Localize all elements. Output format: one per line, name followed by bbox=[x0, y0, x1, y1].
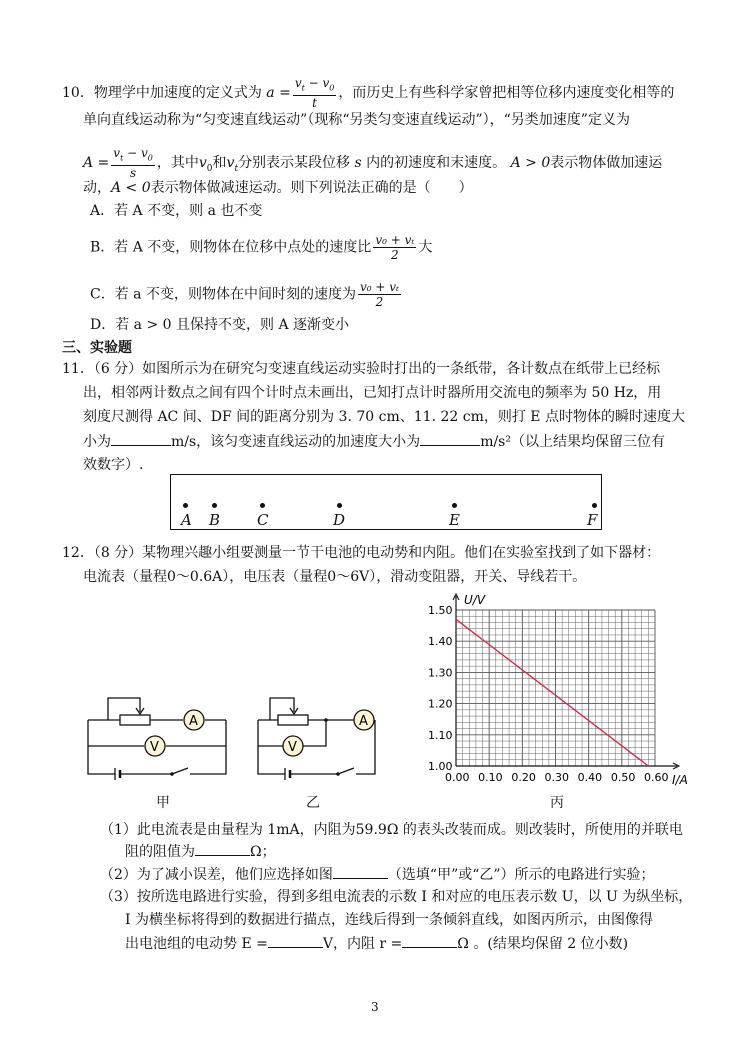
A-num-sub2: 0 bbox=[147, 153, 153, 163]
a-def-lhs: a = bbox=[266, 85, 291, 102]
A-lt-0: A < 0 bbox=[111, 180, 151, 196]
q12-sub3-answers bbox=[125, 933, 628, 954]
circuit-a-caption: 甲 bbox=[156, 795, 170, 811]
sub2-b: （选填“甲”或“乙”）所示的电路进行实验； bbox=[387, 867, 655, 883]
optB-text: B．若 A 不变，则物体在位移中点处的速度比 bbox=[90, 239, 372, 256]
q11-l4c: m/s²（以上结果均保留三位有 bbox=[480, 434, 665, 450]
x-tick-label: 0.50 bbox=[610, 771, 636, 784]
optB-den: 2 bbox=[391, 248, 399, 262]
q10-line2: 单向直线运动称为“匀变速直线运动”（现称“另类匀变速直线运动”），“另类加速度”定义为 bbox=[83, 112, 630, 128]
q10-l3d: 内的初速度和末速度。 bbox=[366, 155, 507, 172]
q10-option-b bbox=[90, 233, 432, 262]
A-num-sub: t bbox=[120, 153, 124, 163]
q12-line2: 电流表（量程0～0.6A），电压表（量程0～6V），滑动变阻器，开关、导线若干。 bbox=[83, 569, 587, 585]
q10-l3c: 分别表示某段位移 bbox=[238, 155, 351, 172]
A-def-lhs: A = bbox=[83, 155, 110, 172]
q10-number: 10． bbox=[62, 85, 94, 102]
A-num-mid: − v bbox=[123, 146, 148, 160]
sub3-c: 出电池组的电动势 E = bbox=[125, 936, 268, 952]
section-heading: 三、实验题 bbox=[62, 340, 132, 356]
q10-text-b: ，而历史上有些科学家曾把相等位移内速度变化相等的 bbox=[338, 85, 675, 102]
optC-num: v₀ + vₜ bbox=[359, 280, 399, 294]
answer-blank-internal-resistance[interactable] bbox=[402, 933, 457, 948]
x-tick-label: 0.10 bbox=[478, 771, 503, 784]
ammeter-b-label: A bbox=[359, 714, 368, 729]
voltmeter-a-label: V bbox=[150, 740, 159, 755]
optB-fraction bbox=[373, 233, 416, 262]
sub1-c: Ω； bbox=[250, 844, 276, 860]
sub2-a: （2）为了减小误差，他们应选择如图 bbox=[100, 867, 333, 883]
tape-dot-b bbox=[212, 503, 217, 508]
q10-line1 bbox=[62, 76, 674, 110]
A-gt-0: A > 0 bbox=[510, 155, 551, 172]
tape-label-b: B bbox=[209, 511, 221, 529]
tape-dot-c bbox=[260, 503, 265, 508]
q11-line3: 刻度尺测得 AC 间、DF 间的距离分别为 3. 70 cm、11. 22 cm，则打 E 点时物体的瞬时速度大 bbox=[83, 409, 685, 425]
tape-label-d: D bbox=[333, 511, 346, 529]
tape-dot-e bbox=[452, 503, 457, 508]
q12-sub1-cont bbox=[125, 841, 276, 862]
q10-l3b: 和 bbox=[212, 155, 227, 172]
tape-label-a: A bbox=[181, 511, 192, 529]
circuit-b-caption: 乙 bbox=[306, 795, 320, 811]
q12-line1: 12．（8 分）某物理兴趣小组要测量一节干电池的电动势和内阻。他们在实验室找到了如下器材： bbox=[62, 545, 661, 561]
sub3-d: V，内阻 r = bbox=[322, 936, 403, 952]
q10-l4c: 表示物体做减速运动。则下列说法正确的是（ ） bbox=[150, 180, 473, 196]
optB-num: v₀ + vₜ bbox=[375, 233, 415, 247]
circuit-diagram-b bbox=[250, 690, 380, 790]
y-tick-label: 1.40 bbox=[428, 635, 453, 649]
a-den: t bbox=[312, 96, 317, 111]
s-var: s bbox=[354, 155, 362, 172]
q11-line4 bbox=[83, 431, 665, 452]
a-num-sub: t bbox=[301, 83, 305, 93]
tape-label-f: F bbox=[587, 511, 598, 529]
tape-dot-f bbox=[592, 503, 597, 508]
a-def-fraction bbox=[293, 76, 337, 110]
q10-l3f: 表示物体做加速运 bbox=[550, 155, 663, 172]
tape-dot-a bbox=[183, 503, 188, 508]
q11-l4b: m/s，该匀变速直线运动的加速度大小为 bbox=[171, 434, 421, 450]
A-def-fraction bbox=[111, 146, 155, 180]
y-tick-label: 1.50 bbox=[428, 604, 453, 617]
tape-label-c: C bbox=[257, 511, 269, 529]
tape-label-e: E bbox=[449, 511, 460, 529]
paper-tape bbox=[170, 474, 602, 530]
q11-l4a: 小为 bbox=[83, 434, 111, 450]
q11-line2: 出，相邻两计数点之间有四个计时点未画出，已知打点计时器所用交流电的频率为 50 Hz，用 bbox=[83, 385, 662, 401]
ammeter-a-label: A bbox=[189, 714, 198, 729]
optC-text: C．若 a 不变，则物体在中间时刻的速度为 bbox=[90, 286, 356, 303]
circuit-diagram-a bbox=[80, 690, 240, 790]
q10-option-d: D．若 a > 0 且保持不变，则 A 逐渐变小 bbox=[90, 317, 350, 333]
graph-ticks bbox=[428, 604, 669, 784]
voltmeter-b-label: V bbox=[288, 740, 297, 755]
optC-den: 2 bbox=[375, 295, 384, 309]
q10-option-c bbox=[90, 280, 403, 309]
page-number: 3 bbox=[371, 1000, 379, 1014]
u-i-graph bbox=[400, 590, 700, 810]
q12-sub3-cont: I 为横坐标将得到的数据进行描点，连线后得到一条倾斜直线，如图丙所示，由图像得 bbox=[125, 912, 653, 928]
v0: v bbox=[198, 155, 207, 172]
answer-blank-emf[interactable] bbox=[268, 933, 323, 948]
q10-l3a: ，其中 bbox=[156, 155, 199, 172]
optB-tail: 大 bbox=[418, 239, 433, 256]
a-num-v: v bbox=[294, 76, 302, 90]
graph-caption: 丙 bbox=[550, 795, 564, 811]
sub1-b: 阻的阻值为 bbox=[125, 844, 195, 860]
q12-sub2 bbox=[100, 864, 655, 885]
y-axis-label: U/V bbox=[464, 593, 486, 607]
answer-blank-shunt-resistance[interactable] bbox=[195, 841, 250, 856]
a-num-sub2: 0 bbox=[329, 83, 335, 93]
x-axis-label: I/A bbox=[672, 773, 688, 787]
graph-axes bbox=[453, 594, 679, 769]
x-tick-label: 0.30 bbox=[544, 771, 569, 784]
graph-grid bbox=[456, 610, 655, 766]
vt: v bbox=[226, 155, 235, 172]
q12-sub1: （1）此电流表是由量程为 1mA，内阻为59.9Ω 的表头改装而成。则改装时，所使用的并联电 bbox=[100, 822, 683, 838]
q12-sub3: （3）按所选电路进行实验，得到多组电流表的示数 I 和对应的电压表示数 U，以 U 为纵坐标， bbox=[100, 889, 693, 905]
answer-blank-velocity[interactable] bbox=[111, 431, 171, 446]
answer-blank-circuit-choice[interactable] bbox=[333, 864, 388, 879]
x-tick-label: 0.20 bbox=[511, 771, 536, 784]
y-tick-label: 1.20 bbox=[428, 697, 453, 711]
q10-line4 bbox=[83, 178, 473, 198]
x-tick-label: 0.40 bbox=[577, 771, 603, 784]
v0-sub: 0 bbox=[206, 164, 213, 174]
tape-dot-d bbox=[337, 503, 342, 508]
answer-blank-acceleration[interactable] bbox=[420, 431, 480, 446]
q11-line5: 效数字）. bbox=[83, 457, 144, 473]
q10-option-a: A．若 A 不变，则 a 也不变 bbox=[90, 203, 263, 219]
y-tick-label: 1.30 bbox=[428, 666, 453, 680]
q10-line3 bbox=[83, 146, 662, 180]
q10-text: 物理学中加速度的定义式为 bbox=[93, 85, 262, 102]
y-tick-label: 1.10 bbox=[428, 728, 453, 742]
optC-fraction bbox=[358, 280, 401, 309]
q10-l4a: 动， bbox=[83, 180, 111, 196]
A-num-v: v bbox=[113, 146, 121, 160]
x-tick-label: 0.60 bbox=[644, 771, 669, 784]
y-tick-label: 1.00 bbox=[428, 760, 453, 773]
q11-line1: 11．（6 分）如图所示为在研究匀变速直线运动实验时打出的一条纸带，各计数点在纸带上已经标 bbox=[62, 361, 661, 377]
sub3-e: Ω 。(结果均保留 2 位小数) bbox=[457, 936, 629, 952]
vt-sub: t bbox=[234, 164, 239, 174]
x-tick-label: 0.00 bbox=[445, 771, 470, 784]
a-num-mid: − v bbox=[304, 76, 330, 90]
A-den: s bbox=[129, 166, 137, 181]
